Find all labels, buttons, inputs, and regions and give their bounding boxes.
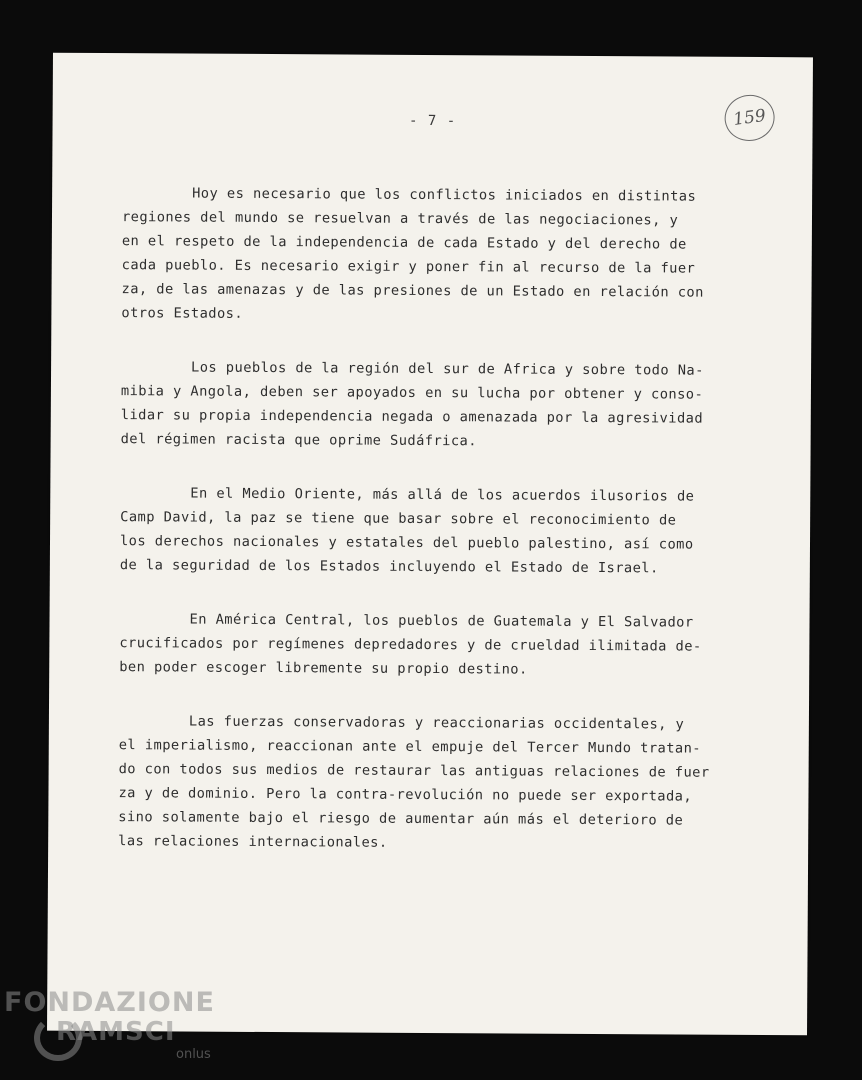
document-page	[47, 53, 813, 1036]
text-line: otros Estados.	[121, 305, 244, 322]
folio-stamp: 159	[722, 92, 778, 144]
watermark-line-2: RAMSCI	[56, 1017, 176, 1047]
text-line: crucificados por regímenes depredadores y de crueldad ilimitada de-	[119, 635, 702, 655]
text-line: Los pueblos de la región del sur de Africa y sobre todo Na-	[191, 359, 704, 379]
text-line: Camp David, la paz se tiene que basar sobre el reconocimiento de	[120, 509, 677, 529]
text-line: lidar su propia independencia negada o amenazada por la agresividad	[120, 407, 704, 427]
paragraph	[120, 481, 717, 581]
text-line: mibia y Angola, deben ser apoyados en su lucha por obtener y conso-	[120, 383, 704, 403]
text-line: sino solamente bajo el riesgo de aumentar aún más el deterioro de	[118, 809, 684, 829]
text-line: de la seguridad de los Estados incluyendo el Estado de Israel.	[119, 557, 659, 577]
body-text	[118, 181, 718, 887]
fondazione-gramsci-watermark	[4, 987, 234, 1077]
watermark-line-1: FONDAZIONE	[4, 987, 215, 1018]
paragraph	[121, 355, 718, 455]
text-line: el imperialismo, reaccionan ante el empuje del Tercer Mundo tratan-	[118, 737, 702, 757]
text-line: las relaciones internacionales.	[118, 833, 388, 851]
paragraph	[119, 607, 715, 683]
text-line: do con todos sus medios de restaurar las antiguas relaciones de fuer	[118, 761, 710, 781]
text-line: cada pueblo. Es necesario exigir y poner fin al recurso de la fuer	[121, 257, 696, 277]
text-line: del régimen racista que oprime Sudáfrica.	[120, 431, 478, 450]
page-number: - 7 -	[408, 112, 457, 130]
text-line: za, de las amenazas y de las presiones de un Estado en relación con	[121, 281, 704, 301]
watermark-line-3: onlus	[176, 1047, 211, 1062]
text-line: regiones del mundo se resuelvan a través de las negociaciones, y	[121, 209, 679, 229]
text-line: En América Central, los pueblos de Guatemala y El Salvador	[189, 611, 694, 631]
text-line: za y de dominio. Pero la contra-revolución no puede ser exportada,	[118, 785, 693, 805]
text-line: en el respeto de la independencia de cada Estado y del derecho de	[121, 233, 687, 253]
paragraph	[118, 709, 715, 857]
text-line: Las fuerzas conservadoras y reaccionarias occidentales, y	[188, 713, 685, 733]
text-line: los derechos nacionales y estatales del pueblo palestino, así como	[119, 533, 694, 553]
text-line: ben poder escoger libremente su propio destino.	[119, 659, 528, 678]
paragraph	[121, 181, 718, 329]
text-line: En el Medio Oriente, más allá de los acuerdos ilusorios de	[190, 485, 695, 505]
text-line: Hoy es necesario que los conflictos iniciados en distintas	[192, 185, 697, 205]
